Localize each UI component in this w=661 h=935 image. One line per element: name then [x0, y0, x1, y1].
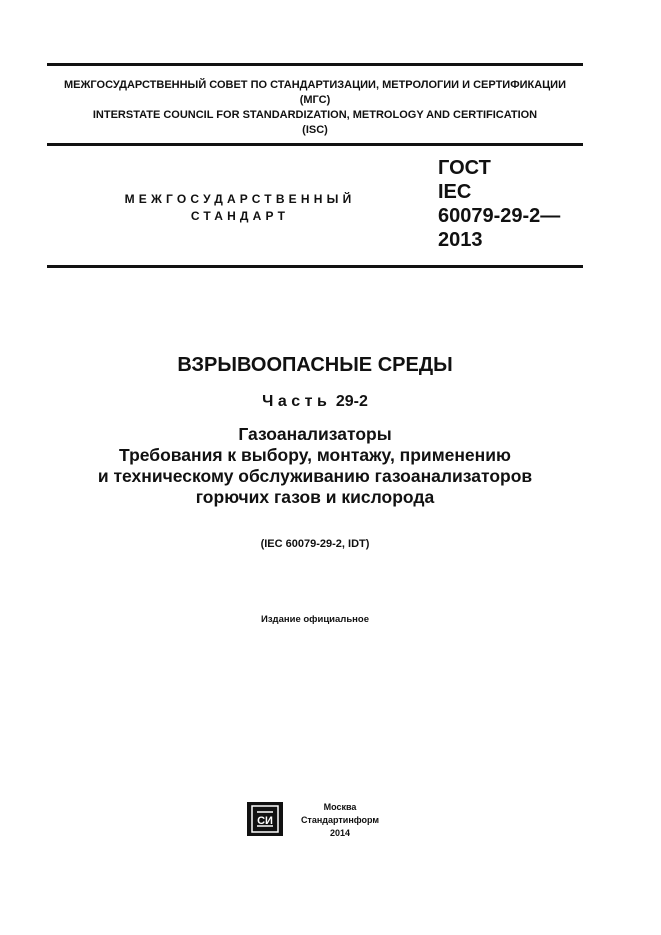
- designation-line2: IEC: [438, 181, 472, 203]
- standard-label-line2: СТАНДАРТ: [190, 209, 290, 223]
- standard-designation: [438, 156, 560, 252]
- iec-reference: (IEC 60079-29-2, IDT): [260, 538, 370, 550]
- title-block: [47, 352, 583, 508]
- designation-line4: 2013: [438, 229, 483, 251]
- standard-type-label: [80, 191, 400, 225]
- edition-note: Издание официальное: [261, 614, 369, 625]
- top-rule: [47, 63, 583, 66]
- subtitle: [47, 424, 583, 508]
- council-abbr-en: (ISC): [302, 124, 328, 136]
- subtitle-line: и техническому обслуживанию газоанализаторов: [97, 466, 533, 486]
- main-title: ВЗРЫВООПАСНЫЕ СРЕДЫ: [177, 354, 453, 376]
- designation-line3: 60079-29-2—: [438, 205, 561, 227]
- part-number: 29-2: [335, 393, 368, 410]
- standartinform-logo-icon: [247, 802, 283, 836]
- header-divider-rule: [47, 143, 583, 146]
- council-name-ru: МЕЖГОСУДАРСТВЕННЫЙ СОВЕТ ПО СТАНДАРТИЗАЦИИ, МЕТРОЛОГИИ И СЕРТИФИКАЦИИ: [63, 79, 566, 91]
- subtitle-line: горючих газов и кислорода: [195, 487, 435, 507]
- publisher-name: Стандартинформ: [300, 815, 380, 825]
- council-header: [47, 78, 583, 138]
- council-name-en: INTERSTATE COUNCIL FOR STANDARDIZATION, METROLOGY AND CERTIFICATION: [92, 109, 538, 121]
- standard-label-line1: МЕЖГОСУДАРСТВЕННЫЙ: [124, 192, 356, 206]
- part-word: Часть: [262, 393, 332, 410]
- subtitle-line: Газоанализаторы: [238, 424, 392, 444]
- part-heading: [47, 392, 583, 412]
- designation-line1: ГОСТ: [438, 157, 491, 179]
- designation-divider-rule: [47, 265, 583, 268]
- logo-lettering: СИ: [257, 815, 273, 827]
- publication-year: 2014: [329, 828, 351, 838]
- subtitle-line: Требования к выбору, монтажу, применению: [119, 445, 511, 465]
- council-abbr-ru: (МГС): [299, 94, 331, 106]
- publisher-city: Москва: [323, 802, 357, 812]
- publisher-info: [292, 801, 388, 840]
